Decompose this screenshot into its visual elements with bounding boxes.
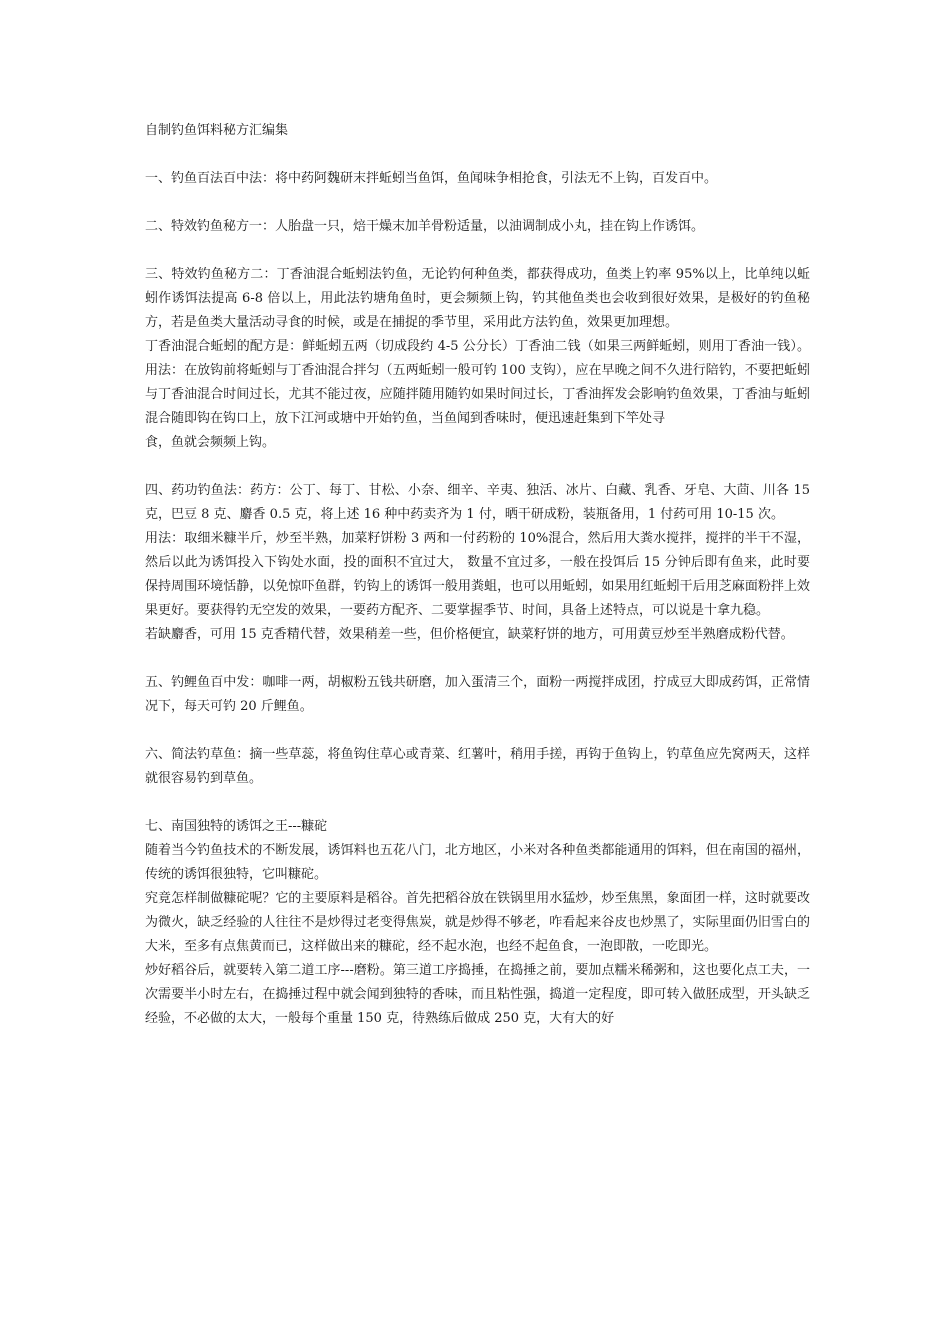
document-page xyxy=(145,119,810,1031)
section-4-paragraph-3: 若缺麝香，可用 15 克香精代替，效果稍差一些，但价格便宜，缺菜籽饼的地方，可用黄豆炒至半熟磨成粉代替。 xyxy=(145,627,794,642)
section-5-paragraph-1: 五、钓鲤鱼百中发：咖啡一两，胡椒粉五钱共研磨，加入蛋清三个，面粉一两搅拌成团，拧成豆大即成药饵，正常情况下，每天可钓 20 斤鲤鱼。 xyxy=(145,675,810,714)
section-3-paragraph-1: 三、特效钓鱼秘方二：丁香油混合蚯蚓法钓鱼，无论钓何种鱼类，都获得成功，鱼类上钓率 95%以上，比单纯以蚯蚓作诱饵法提高 6-8 倍以上，用此法钓塘角鱼时，更会频频上钩，钓其他鱼类也会收到很好效果，是极好的钓鱼秘方，若是鱼类大量活动寻食的时候，或是在捕捉的季节里，采用此方法钓鱼，效果更加理想。 xyxy=(145,267,810,330)
section-1-paragraph-1: 一、钓鱼百法百中法：将中药阿魏研末拌蚯蚓当鱼饵，鱼闻味争相抢食，引法无不上钩，百发百中。 xyxy=(145,171,718,186)
paragraph-gap xyxy=(145,455,810,479)
section-6-paragraph-1: 六、简法钓草鱼：摘一些草蕊，将鱼钩住草心或青菜、红薯叶，稍用手搓，再钩于鱼钩上，钓草鱼应先窝两天，这样就很容易钓到草鱼。 xyxy=(145,747,810,786)
section-7-paragraph-1: 随着当今钓鱼技术的不断发展，诱饵料也五花八门，北方地区，小米对各种鱼类都能通用的饵料，但在南国的福州，传统的诱饵很独特，它叫糠砣。 xyxy=(145,843,810,882)
section-2-paragraph-1: 二、特效钓鱼秘方一：人胎盘一只，焙干燥末加羊骨粉适量，以油调制成小丸，挂在钩上作诱饵。 xyxy=(145,219,705,234)
section-4-paragraph-2: 用法：取细米糠半斤，炒至半熟，加菜籽饼粉 3 两和一付药粉的 10%混合，然后用大粪水搅拌，搅拌的半干不湿，然后以此为诱饵投入下钩处水面，投的面积不宜过大， 数量不宜过多，一般在投饵后 15 分钟后即有鱼来，此时要保持周围环境恬静，以免惊吓鱼群，钓钩上的诱饵一般用粪蛆，也可以用蚯蚓，如果用红蚯蚓干后用芝麻面粉拌上效果更好。要获得钓无空发的效果，一要药方配齐、二要掌握季节、时间，具备上述特点，可以说是十拿九稳。 xyxy=(145,531,810,618)
paragraph-gap xyxy=(145,791,810,815)
section-3-paragraph-3: 食，鱼就会频频上钩。 xyxy=(145,435,276,450)
section-7-heading: 七、南国独特的诱饵之王---糠砣 xyxy=(145,819,328,834)
paragraph-gap xyxy=(145,239,810,263)
paragraph-gap xyxy=(145,143,810,167)
paragraph-gap xyxy=(145,647,810,671)
section-4-paragraph-1: 四、药功钓鱼法：药方：公丁、每丁、甘松、小奈、细辛、辛夷、独活、冰片、白藏、乳香、牙皂、大茴、川各 15 克，巴豆 8 克、麝香 0.5 克，将上述 16 种中药卖齐为 1 付，晒干研成粉，装瓶备用，1 付药可用 10-15 次。 xyxy=(145,483,810,522)
paragraph-gap xyxy=(145,191,810,215)
section-7-paragraph-2: 究竟怎样制做糠砣呢？它的主要原料是稻谷。首先把稻谷放在铁锅里用水猛炒，炒至焦黑，象面团一样，这时就要改为微火，缺乏经验的人往往不是炒得过老变得焦炭，就是炒得不够老，咋看起来谷皮也炒黑了，实际里面仍旧雪白的大米，至多有点焦黄而已，这样做出来的糠砣，经不起水泡，也经不起鱼食，一泡即散，一吃即光。 xyxy=(145,891,810,954)
section-3-paragraph-2: 丁香油混合蚯蚓的配方是：鲜蚯蚓五两（切成段约 4-5 公分长）丁香油二钱（如果三两鲜蚯蚓，则用丁香油一钱）。用法：在放钩前将蚯蚓与丁香油混合拌匀（五两蚯蚓一般可钓 100 支钩），应在早晚之间不久进行陪钓，不要把蚯蚓与丁香油混合时间过长，尤其不能过夜，应随拌随用随钓如果时间过长，丁香油挥发会影响钓鱼效果，丁香油与蚯蚓混合随即钩在钩口上，放下江河或塘中开始钓鱼，当鱼闻到香味时，便迅速赶集到下竿处寻 xyxy=(145,339,810,426)
paragraph-gap xyxy=(145,719,810,743)
section-7-paragraph-3: 炒好稻谷后，就要转入第二道工序---磨粉。第三道工序捣捶，在捣捶之前，要加点糯米稀粥和，这也要化点工夫，一次需要半小时左右，在捣捶过程中就会闻到独特的香味，而且粘性强，捣道一定程度，即可转入做胚成型，开头缺乏经验，不必做的太大，一般每个重量 150 克，待熟练后做成 250 克，大有大的好 xyxy=(145,963,810,1026)
document-title: 自制钓鱼饵料秘方汇编集 xyxy=(145,123,289,138)
